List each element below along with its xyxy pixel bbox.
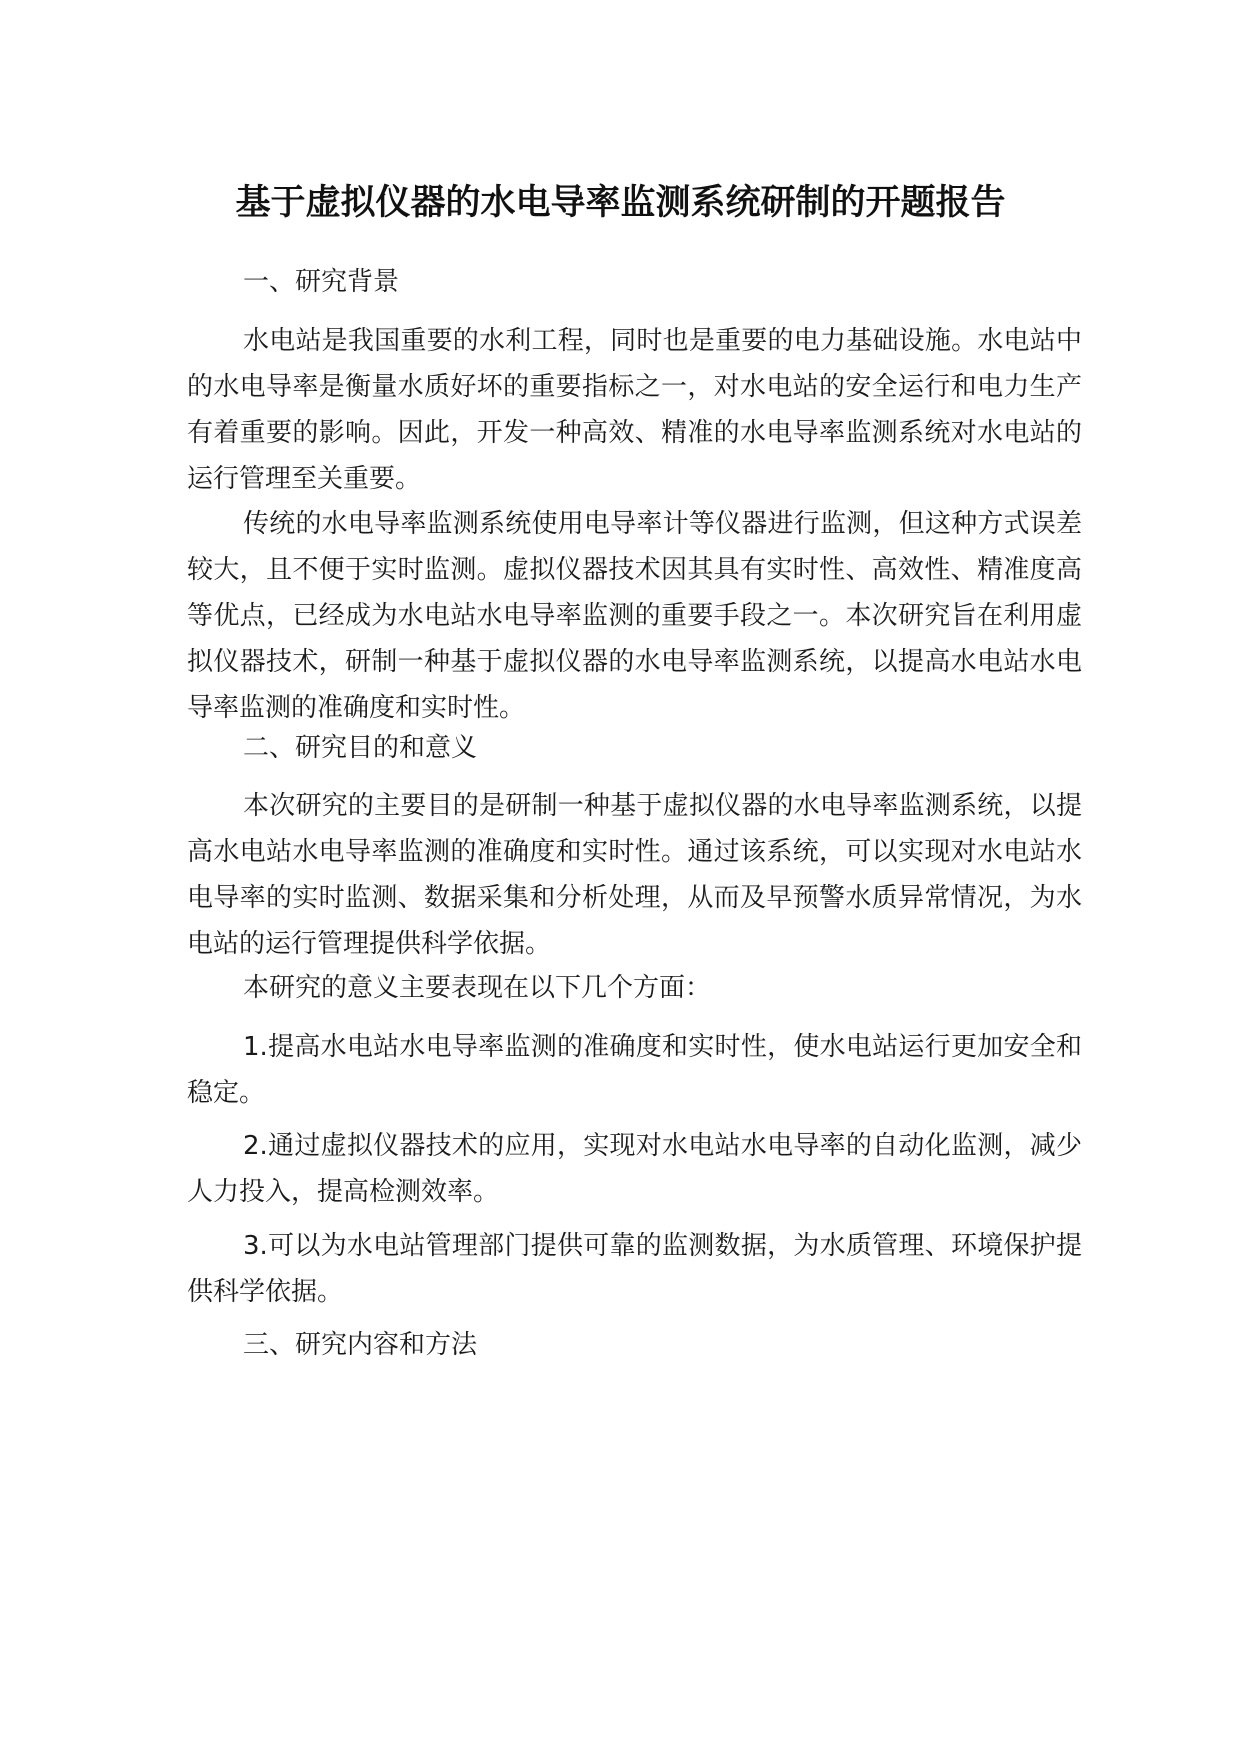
paragraph-background-2: 传统的水电导率监测系统使用电导率计等仪器进行监测，但这种方式误差较大，且不便于实时监测。虚拟仪器技术因其具有实时性、高效性、精准度高等优点，已经成为水电站水电导率监测的重要手段之一。本次研究旨在利用虚拟仪器技术，研制一种基于虚拟仪器的水电导率监测系统，以提高水电站水电导率监测的准确度和实时性。 [187, 509, 1082, 723]
document-title: 基于虚拟仪器的水电导率监测系统研制的开题报告 [235, 183, 1006, 223]
list-item-2: 2.通过虚拟仪器技术的应用，实现对水电站水电导率的自动化监测，减少人力投入，提高检测效率。 [187, 1131, 1082, 1207]
section-heading-background: 一、研究背景 [243, 267, 400, 297]
paragraph-purpose-1: 本次研究的主要目的是研制一种基于虚拟仪器的水电导率监测系统，以提高水电站水电导率监测的准确度和实时性。通过该系统，可以实现对水电站水电导率的实时监测、数据采集和分析处理，从而及早预警水质异常情况，为水电站的运行管理提供科学依据。 [187, 791, 1082, 959]
paragraph-purpose-intro: 本研究的意义主要表现在以下几个方面： [243, 973, 712, 1003]
paragraph-background-1: 水电站是我国重要的水利工程，同时也是重要的电力基础设施。水电站中的水电导率是衡量水质好坏的重要指标之一，对水电站的安全运行和电力生产有着重要的影响。因此，开发一种高效、精准的水电导率监测系统对水电站的运行管理至关重要。 [187, 326, 1082, 494]
section-heading-purpose: 二、研究目的和意义 [243, 733, 478, 763]
list-item-3: 3.可以为水电站管理部门提供可靠的监测数据，为水质管理、环境保护提供科学依据。 [187, 1231, 1082, 1307]
list-item-1: 1.提高水电站水电导率监测的准确度和实时性，使水电站运行更加安全和稳定。 [187, 1032, 1082, 1108]
section-heading-methods: 三、研究内容和方法 [243, 1330, 478, 1360]
